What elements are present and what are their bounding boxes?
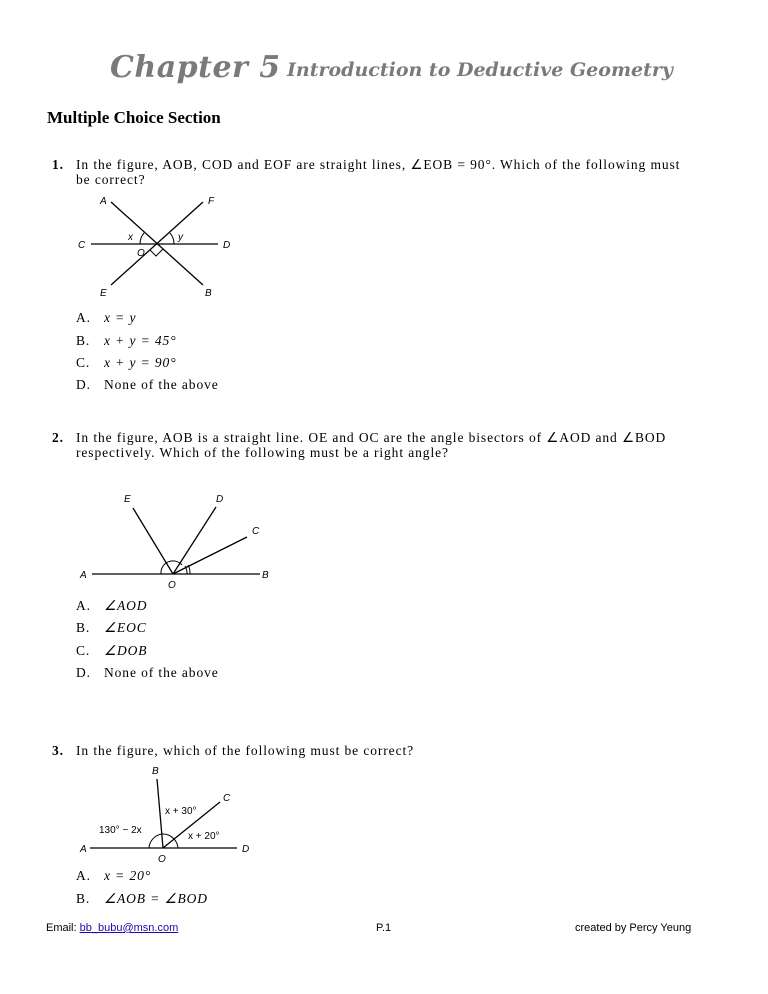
option-1d[interactable]: D. None of the above [76, 377, 219, 392]
chapter-title: Introduction to Deductive Geometry [287, 59, 673, 81]
figure-q3 [60, 762, 280, 862]
question-text: In the figure, AOB, COD and EOF are straight lines, ∠EOB = 90°. Which of the following must [76, 157, 681, 172]
svg-text:O: O [158, 854, 166, 862]
svg-text:E: E [124, 494, 131, 505]
page-number: P.1 [376, 922, 392, 934]
option-1a[interactable]: A. x = y [76, 310, 137, 325]
svg-text:C: C [78, 240, 86, 251]
footer-credit: created by Percy Yeung [575, 922, 692, 934]
svg-text:O: O [137, 248, 145, 259]
option-3a[interactable]: A. x = 20° [76, 868, 152, 883]
question-number: 3. [52, 743, 64, 758]
option-2d[interactable]: D. None of the above [76, 665, 219, 680]
svg-text:A: A [80, 844, 87, 855]
question-text-cont: respectively. Which of the following must be a right angle? [76, 445, 449, 460]
svg-text:x + 30°: x + 30° [165, 806, 197, 817]
figure-q1 [60, 190, 280, 300]
svg-text:D: D [223, 240, 231, 251]
svg-text:D: D [216, 494, 224, 505]
question-number: 2. [52, 430, 64, 445]
svg-text:F: F [208, 196, 215, 207]
svg-text:D: D [242, 844, 250, 855]
svg-text:x + 20°: x + 20° [188, 831, 220, 842]
svg-text:130° − 2x: 130° − 2x [99, 825, 142, 836]
question-3 [52, 743, 752, 758]
option-2b[interactable]: B. ∠EOC [76, 620, 147, 635]
question-text: In the figure, AOB is a straight line. OE and OC are the angle bisectors of ∠AOD and ∠BOD [76, 430, 667, 445]
email-link[interactable]: bb_bubu@msn.com [79, 922, 179, 934]
question-2 [52, 430, 752, 460]
svg-text:O: O [168, 580, 176, 590]
footer-email: Email: bb_bubu@msn.com [46, 922, 179, 934]
page-header [0, 50, 768, 94]
svg-text:B: B [262, 570, 269, 581]
svg-text:y: y [178, 232, 183, 243]
svg-text:x: x [128, 232, 133, 243]
option-1c[interactable]: C. x + y = 90° [76, 355, 177, 370]
svg-text:A: A [80, 570, 87, 581]
option-2a[interactable]: A. ∠AOD [76, 598, 148, 613]
figure-q2 [60, 490, 280, 590]
svg-text:C: C [252, 526, 260, 537]
chapter-heading: Chapter 5 [110, 50, 281, 85]
question-text-cont: be correct? [76, 172, 146, 187]
question-number: 1. [52, 157, 64, 172]
svg-text:C: C [223, 793, 231, 804]
svg-text:B: B [205, 288, 212, 299]
option-2c[interactable]: C. ∠DOB [76, 643, 148, 658]
question-text: In the figure, which of the following must be correct? [76, 743, 415, 758]
option-3b[interactable]: B. ∠AOB = ∠BOD [76, 891, 208, 906]
svg-text:B: B [152, 766, 159, 777]
svg-text:A: A [100, 196, 107, 207]
section-title: Multiple Choice Section [47, 108, 221, 127]
question-1 [52, 157, 752, 187]
option-1b[interactable]: B. x + y = 45° [76, 333, 177, 348]
svg-text:E: E [100, 288, 107, 299]
